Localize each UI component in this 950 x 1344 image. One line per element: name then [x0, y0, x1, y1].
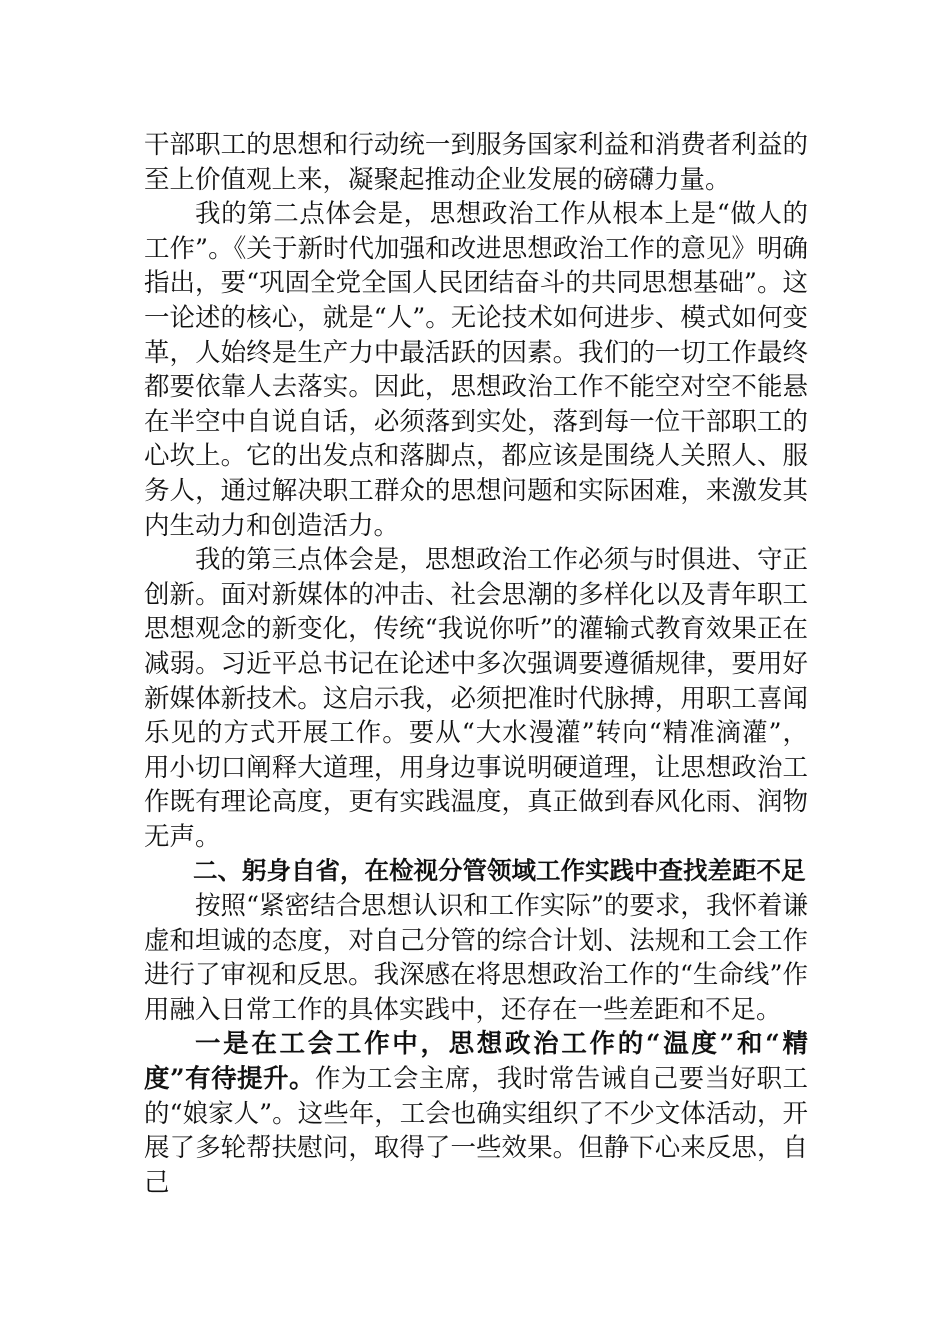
paragraph-second-insight: 我的第二点体会是，思想政治工作从根本上是“做人的工作”。《关于新时代加强和改进思想政治工作的意见》明确指出，要“巩固全党全国人民团结奋斗的共同思想基础”。这一论述的核心，就是“人”。无论技术如何进步、模式如何变革，人始终是生产力中最活跃的因素。我们的一切工作最终都要依靠人去落实。因此，思想政治工作不能空对空不能悬在半空中自说自话，必须落到实处，落到每一位干部职工的心坎上。它的出发点和落脚点，都应该是围绕人关照人、服务人，通过解决职工群众的思想问题和实际困难，来激发其内生动力和创造活力。	[144, 199, 808, 541]
point-one-text: 作为工会主席，我时常告诫自己要当好职工的“娘家人”。这些年，工会也确实组织了不少文体活动，开展了多轮帮扶慰问，取得了一些效果。但静下心来反思，自己	[144, 1064, 808, 1198]
section-heading: 二、躬身自省，在检视分管领域工作实践中查找差距不足	[193, 856, 806, 886]
paragraph-section-intro: 按照“紧密结合思想认识和工作实际”的要求，我怀着谦虚和坦诚的态度，对自己分管的综合计划、法规和工会工作进行了审视和反思。我深感在将思想政治工作的“生命线”作用融入日常工作的具体实践中，还存在一些差距和不足。	[144, 891, 808, 1025]
paragraph-third-insight: 我的第三点体会是，思想政治工作必须与时俱进、守正创新。面对新媒体的冲击、社会思潮的多样化以及青年职工思想观念的新变化，传统“我说你听”的灌输式教育效果正在减弱。习近平总书记在论述中多次强调要遵循规律，要用好新媒体新技术。这启示我，必须把准时代脉搏，用职工喜闻乐见的方式开展工作。要从“大水漫灌”转向“精准滴灌”，用小切口阐释大道理，用身边事说明硬道理，让思想政治工作既有理论高度，更有实践温度，真正做到春风化雨、润物无声。	[144, 545, 808, 852]
paragraph-continuation: 干部职工的思想和行动统一到服务国家利益和消费者利益的至上价值观上来，凝聚起推动企业发展的磅礴力量。	[144, 130, 808, 195]
document-body	[144, 128, 808, 1200]
point-one-lead: 一是在工会工作中，思想政治工作的“温度”和“精度”有待提升。	[144, 1029, 808, 1095]
paragraph-point-one	[144, 1027, 808, 1200]
